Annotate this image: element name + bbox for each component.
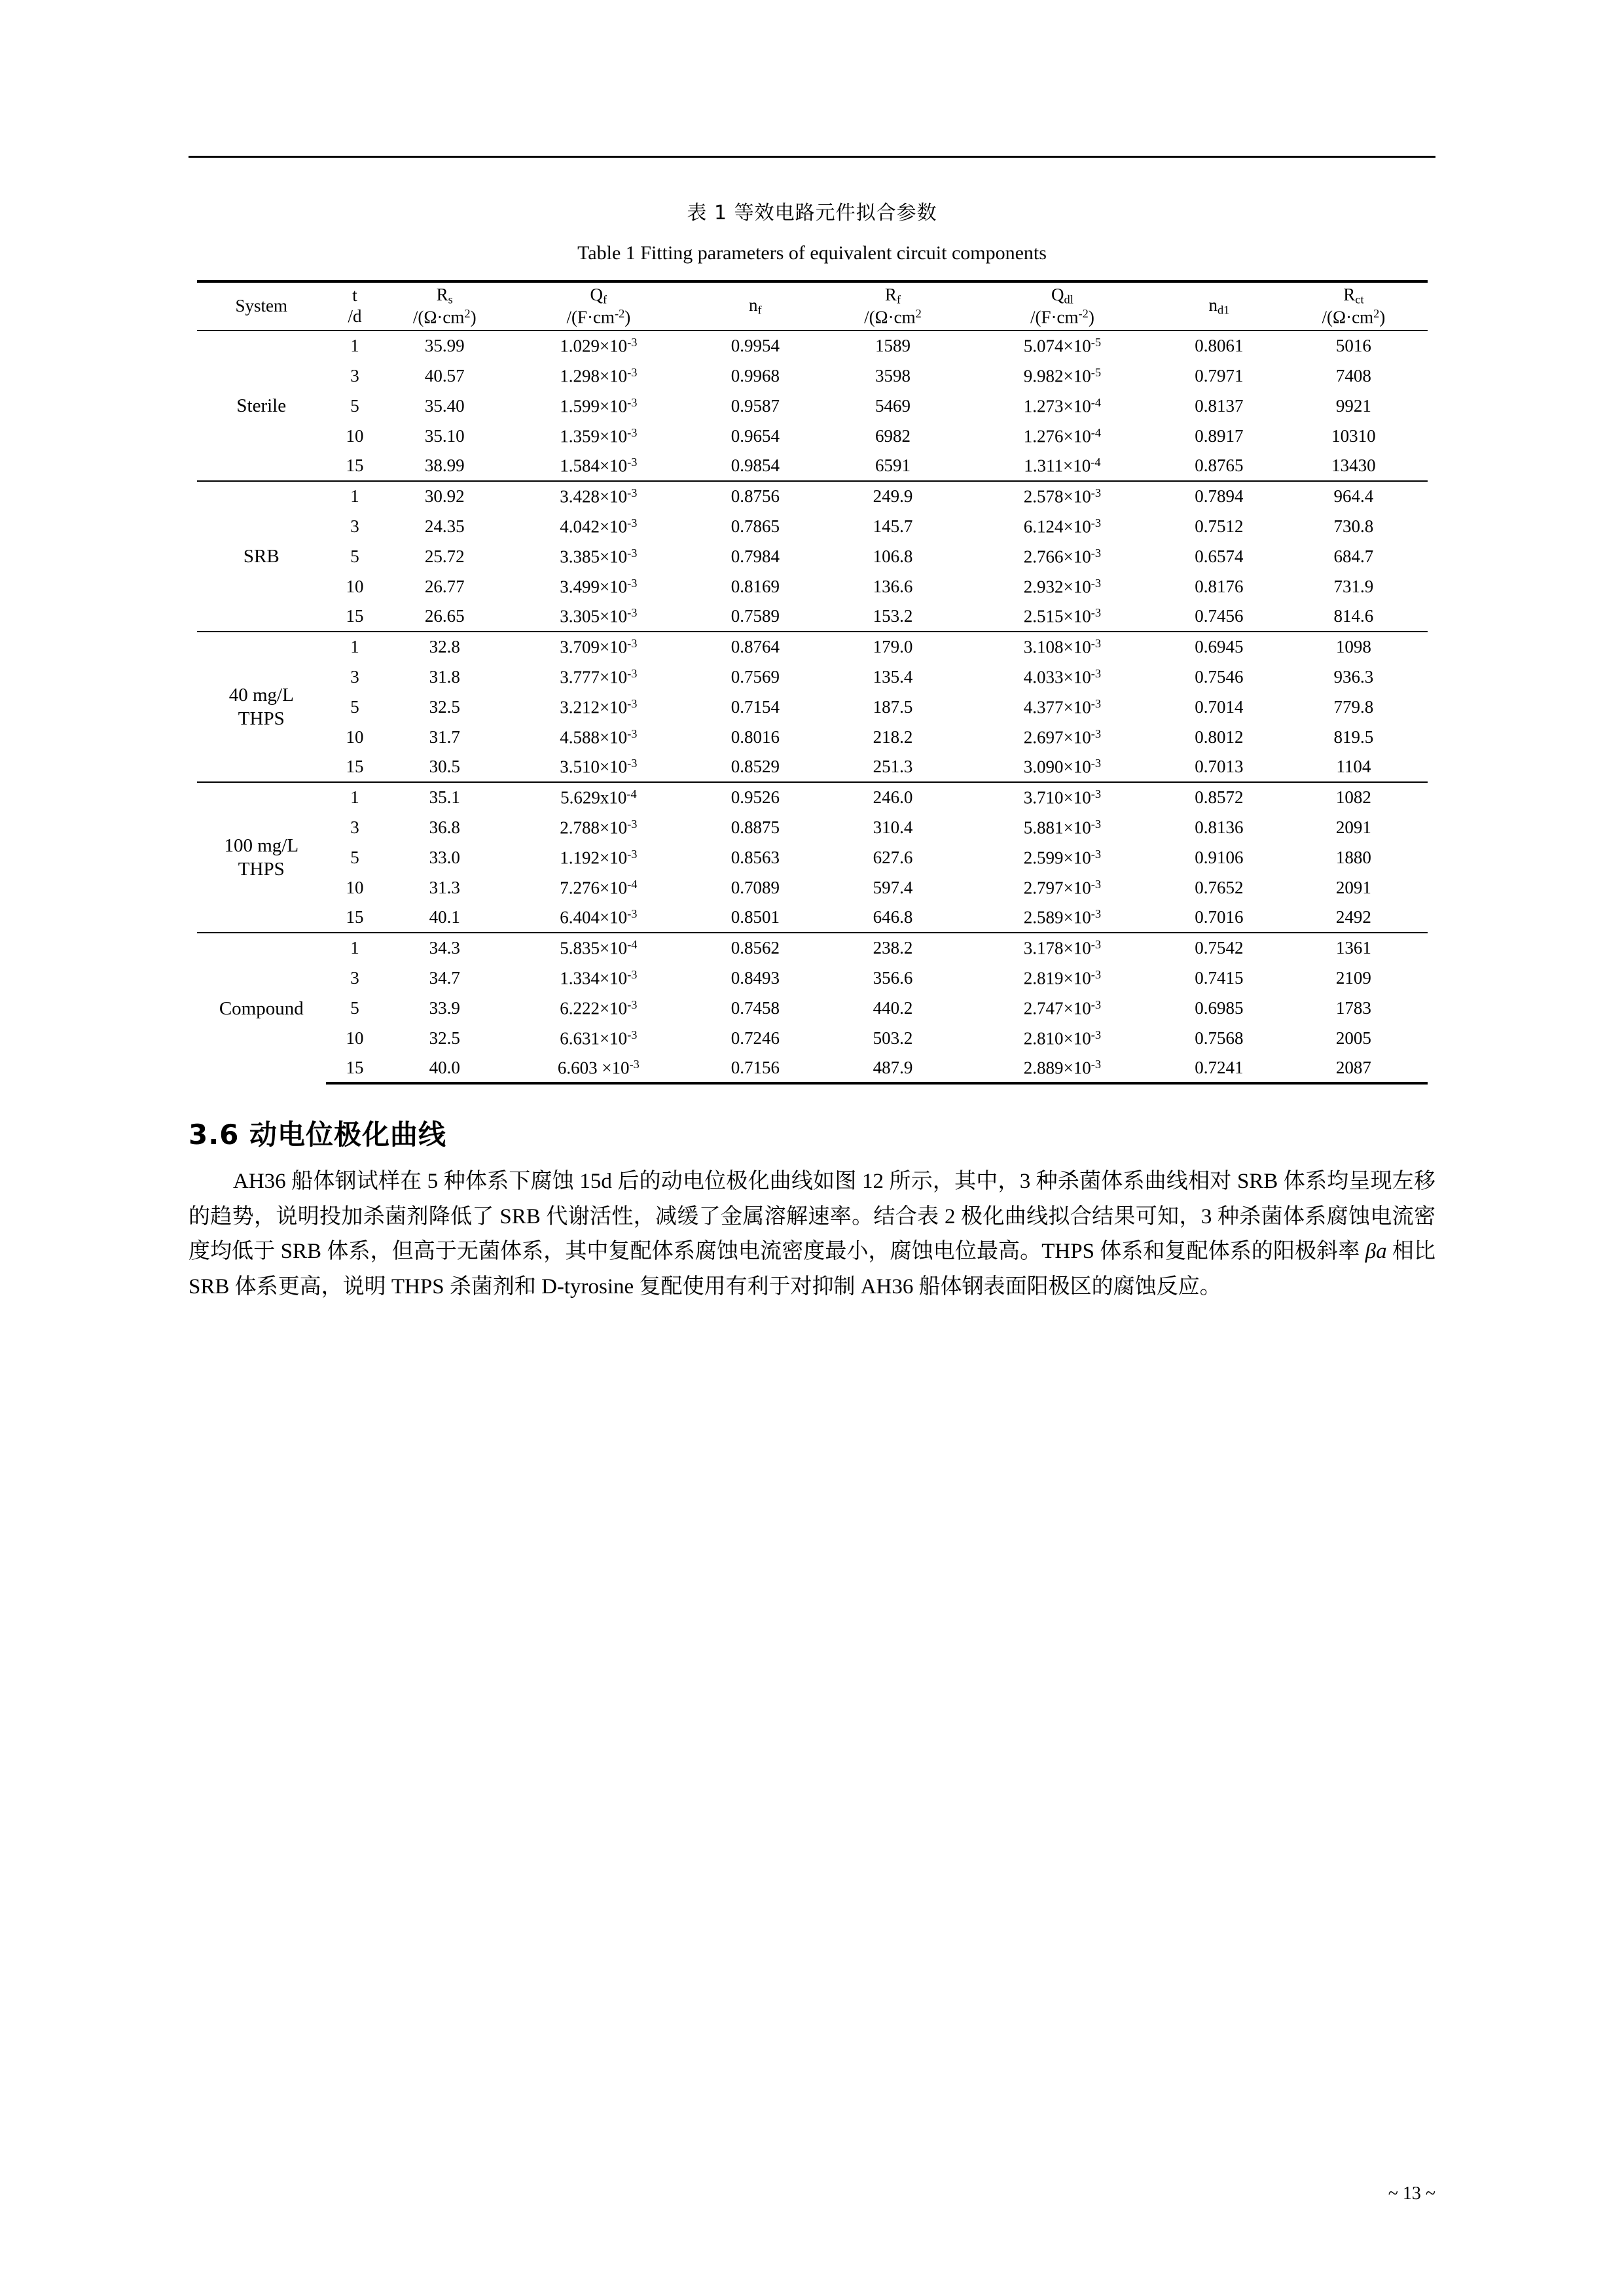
cell-nf: 0.7589 [731,606,780,626]
table-row [197,993,1428,1023]
header-system-line1: System [235,296,288,316]
header-rf [820,281,967,331]
cell-qdl: $2.889\times 10^{-3}$ [966,1053,1158,1083]
header-qdl [966,281,1158,331]
cell-qf: $5.835\times 10^{-4}$ [506,933,692,963]
cell-t: 10 [346,576,364,596]
table-row [197,511,1428,541]
table-header-row [197,281,1428,331]
cell-qf: $5.629x10^{-4}$ [506,782,692,812]
cell-qdl: $4.377\times 10^{-3}$ [1023,696,1102,717]
cell-rs: 31.3 [429,877,460,897]
cell-nf: 0.8875 [731,817,780,837]
cell-t: 10 [346,726,364,747]
cell-rct: 1361 [1280,933,1427,963]
header-rs-line1: $R_s$ [436,285,453,306]
cell-rct: 1098 [1280,632,1427,662]
cell-nf: 0.7089 [731,877,780,897]
paragraph-text-part1: AH36 船体钢试样在 5 种体系下腐蚀 15d 后的动电位极化曲线如图 12 所示，其中，3 种杀菌体系曲线相对 SRB 体系均呈现左移的趋势，说明投加杀菌剂降低了 SRB 代谢活性，减缓了金属溶解速率。结合表 2 极化曲线拟合结果可知，3 种杀菌体系腐蚀电流密度均低于 SRB 体系，但高于无菌体系，其中复配体系腐蚀电流密度最小，腐蚀电位最高。THPS 体系和复配体系的阳极斜率 [189,1170,1435,1264]
header-time-line1: t [352,285,357,306]
cell-t: 10 [346,1028,364,1048]
cell-nf: 0.7569 [731,666,780,687]
group-label-thps40-line1: 40 mg/L [228,685,294,706]
table-row [197,722,1428,752]
cell-rs: 34.3 [384,933,506,963]
cell-t: 3 [350,967,359,988]
cell-qf: $4.042\times 10^{-3}$ [560,516,638,536]
cell-t: 5 [350,847,359,867]
cell-qdl: $2.819\times 10^{-3}$ [1023,967,1102,988]
cell-qf: $3.777\times 10^{-3}$ [560,666,638,687]
table-row [197,933,1428,963]
cell-rf: 238.2 [820,933,967,963]
table-caption-english: Table 1 Fitting parameters of equivalent circuit components [577,242,1047,264]
cell-rf: 251.3 [873,757,913,777]
cell-rs: 35.99 [424,336,465,356]
cell-qdl: $2.599\times 10^{-3}$ [1023,847,1102,867]
cell-rf: 440.2 [873,997,913,1018]
cell-rs: 32.5 [429,1028,460,1048]
cell-rs: 35.40 [424,395,465,416]
cell-t: 5 [350,696,359,717]
cell-ndl: 0.6574 [1195,546,1244,566]
cell-qf: $7.276\times 10^{-4}$ [560,877,638,897]
table-row [197,692,1428,722]
cell-nf: 0.9654 [731,425,780,446]
cell-nf: 0.9954 [731,336,780,356]
cell-ndl: 0.7568 [1195,1028,1244,1048]
cell-qdl: $1.311\times 10^{-4}$ [1024,456,1101,476]
header-rule [189,156,1435,158]
cell-rf: 218.2 [873,726,913,747]
cell-rs: 33.9 [429,997,460,1018]
cell-rf: 153.2 [873,606,913,626]
group-label-compound: Compound [197,933,327,1083]
cell-ndl: 0.8012 [1195,726,1244,747]
table-row [197,571,1428,601]
cell-qf: $6.222\times 10^{-3}$ [560,997,638,1018]
cell-ndl: 0.7415 [1195,967,1244,988]
cell-nf: 0.7458 [731,997,780,1018]
cell-nf: 0.8016 [731,726,780,747]
cell-rf: 249.9 [820,481,967,511]
cell-rct: 2005 [1335,1028,1371,1048]
header-ndl [1159,281,1280,331]
cell-nf: 0.8529 [731,757,780,777]
cell-qf: $1.359\times 10^{-3}$ [560,425,638,446]
cell-rct: 964.4 [1280,481,1427,511]
cell-qdl: $6.124\times 10^{-3}$ [1023,516,1102,536]
cell-rs: 38.99 [424,456,465,476]
cell-rf: 627.6 [873,847,913,867]
cell-qf: $1.334\times 10^{-3}$ [560,967,638,988]
cell-qdl: $2.797\times 10^{-3}$ [1023,877,1102,897]
cell-rf: 106.8 [873,546,913,566]
cell-t: 10 [346,425,364,446]
header-rct-line1: $R_{ct}$ [1343,285,1364,306]
cell-rs: 40.57 [424,365,465,386]
cell-nf: 0.8501 [731,907,780,927]
cell-qdl: $5.881\times 10^{-3}$ [1023,817,1102,837]
table-row [197,842,1428,872]
cell-nf: 0.9968 [731,365,780,386]
cell-rf: 487.9 [820,1053,967,1083]
cell-nf: 0.8493 [731,967,780,988]
group-label-thps40 [197,632,327,782]
header-qdl-line2: $/(F\cdot cm^{-2})$ [1030,307,1094,327]
cell-rs: 40.0 [384,1053,506,1083]
cell-t: 15 [346,907,364,927]
cell-qf: $3.510\times 10^{-3}$ [560,757,638,777]
cell-qdl: $2.766\times 10^{-3}$ [1023,546,1102,566]
cell-qf: $3.305\times 10^{-3}$ [560,606,638,626]
cell-rct: 1783 [1335,997,1371,1018]
section-heading: 3.6 动电位极化曲线 [189,1119,447,1151]
cell-qdl: $1.273\times 10^{-4}$ [1023,395,1102,416]
cell-t: 3 [350,666,359,687]
table-row [197,632,1428,662]
cell-ndl: 0.6945 [1159,632,1280,662]
table-row [197,451,1428,481]
group-label-srb: SRB [197,481,327,632]
cell-qdl: $3.710\times 10^{-3}$ [966,782,1158,812]
cell-rf: 6591 [875,456,911,476]
cell-ndl: 0.6985 [1195,997,1244,1018]
paragraph-text-part2: 相比 SRB 体系更高，说明 THPS 杀菌剂和 D-tyrosine 复配使用有利于对抑制 AH36 船体钢表面阳极区的腐蚀反应。 [189,1240,1436,1299]
group-label-thps100 [197,782,327,933]
cell-ndl: 0.8765 [1195,456,1244,476]
table-row [197,421,1428,451]
cell-rf: 1589 [875,336,911,356]
cell-ndl: 0.8136 [1195,817,1244,837]
cell-ndl: 0.9106 [1195,847,1244,867]
cell-qdl: $2.697\times 10^{-3}$ [1023,726,1102,747]
cell-rs: 36.8 [429,817,460,837]
group-label-sterile: Sterile [236,395,287,417]
cell-rs: 31.8 [429,666,460,687]
cell-qf: $4.588\times 10^{-3}$ [560,726,638,747]
cell-qf: $6.404\times 10^{-3}$ [560,907,638,927]
cell-ndl: 0.8917 [1195,425,1244,446]
cell-rf: 503.2 [873,1028,913,1048]
cell-ndl: 0.7894 [1159,481,1280,511]
cell-rf: 179.0 [820,632,967,662]
header-time-line2: /d [348,306,362,327]
header-qf-line1: $Q_f$ [590,285,607,306]
cell-t: 5 [350,997,359,1018]
header-qf-line2: $/(F\cdot cm^{-2})$ [566,307,631,327]
cell-qf: $1.599\times 10^{-3}$ [560,395,638,416]
cell-nf: 0.9587 [731,395,780,416]
table-row [197,541,1428,571]
cell-rs: 26.77 [424,576,465,596]
cell-nf: 0.7984 [731,546,780,566]
cell-ndl: 0.8061 [1195,336,1244,356]
cell-t: 5 [350,395,359,416]
cell-rct: 2087 [1280,1053,1427,1083]
cell-nf: 0.8563 [731,847,780,867]
cell-rs: 35.10 [424,425,465,446]
cell-nf: 0.8756 [691,481,819,511]
cell-t: 15 [346,757,364,777]
table-row [197,782,1428,812]
cell-t: 3 [350,817,359,837]
cell-rs: 32.5 [429,696,460,717]
cell-qf: $3.428\times 10^{-3}$ [506,481,692,511]
cell-rct: 819.5 [1333,726,1374,747]
table-row [197,391,1428,421]
cell-t: 1 [326,782,384,812]
cell-rf: 356.6 [873,967,913,988]
cell-nf: 0.8169 [731,576,780,596]
cell-rf: 646.8 [873,907,913,927]
table-row [197,481,1428,511]
cell-t: 3 [350,365,359,386]
header-nf-line1: $n_f$ [749,295,762,317]
cell-t: 15 [346,606,364,626]
cell-qdl: $3.108\times 10^{-3}$ [966,632,1158,662]
cell-ndl: 0.7971 [1195,365,1244,386]
table-row [197,1023,1428,1053]
cell-rct: 2492 [1335,907,1371,927]
table-row [197,662,1428,692]
cell-t: 3 [350,516,359,536]
cell-rf: 135.4 [873,666,913,687]
cell-ndl: 0.8572 [1159,782,1280,812]
cell-ndl: 0.7652 [1195,877,1244,897]
cell-ndl: 0.7241 [1159,1053,1280,1083]
cell-qdl: $2.589\times 10^{-3}$ [1023,907,1102,927]
cell-qf: $1.192\times 10^{-3}$ [560,847,638,867]
group-label-thps100-line1: 100 mg/L [224,835,299,857]
cell-rct: 5016 [1335,336,1371,356]
cell-ndl: 0.7014 [1195,696,1244,717]
cell-qdl: $5.074\times 10^{-5}$ [1023,336,1102,356]
cell-rct: 2109 [1335,967,1371,988]
table-row [197,752,1428,782]
cell-rct: 1082 [1280,782,1427,812]
cell-t: 1 [326,933,384,963]
cell-rct: 2091 [1335,817,1371,837]
table-row [197,1053,1428,1083]
cell-rs: 30.5 [429,757,460,777]
page-content [189,196,1435,1304]
cell-rct: 731.9 [1333,576,1374,596]
group-label-thps40-line2: THPS [238,708,285,730]
cell-rct: 779.8 [1333,696,1374,717]
header-rs-line2: $/(\Omega\cdot cm^2)$ [412,307,477,327]
cell-rs: 26.65 [424,606,465,626]
cell-qf: $3.385\times 10^{-3}$ [560,546,638,566]
cell-rct: 9921 [1335,395,1371,416]
cell-rs: 34.7 [429,967,460,988]
table-row [197,812,1428,842]
cell-rf: 310.4 [873,817,913,837]
section-paragraph [189,1164,1435,1304]
header-nf [691,281,819,331]
cell-qf: $6.631\times 10^{-3}$ [560,1028,638,1048]
cell-qdl: $4.033\times 10^{-3}$ [1023,666,1102,687]
cell-rs: 33.0 [429,847,460,867]
cell-rct: 1880 [1335,847,1371,867]
cell-qf: $6.603 \times 10^{-3}$ [506,1053,692,1083]
cell-nf: 0.7156 [691,1053,819,1083]
cell-nf: 0.7246 [731,1028,780,1048]
cell-rs: 31.7 [429,726,460,747]
cell-nf: 0.9526 [691,782,819,812]
cell-rct: 730.8 [1333,516,1374,536]
cell-rct: 1104 [1336,757,1371,777]
header-system [197,281,327,331]
cell-qf: $3.212\times 10^{-3}$ [560,696,638,717]
page-number: ~ 13 ~ [1388,2183,1435,2204]
header-rs [384,281,506,331]
cell-nf: 0.8562 [691,933,819,963]
cell-nf: 0.9854 [731,456,780,476]
cell-rct: 814.6 [1333,606,1374,626]
cell-rf: 3598 [875,365,911,386]
header-rf-line2: $/(\Omega\cdot cm^2$ [864,307,922,327]
cell-qdl: $2.578\times 10^{-3}$ [966,481,1158,511]
table-row [197,361,1428,391]
cell-rf: 136.6 [873,576,913,596]
header-rct [1280,281,1427,331]
cell-qdl: $2.747\times 10^{-3}$ [1023,997,1102,1018]
cell-rct: 2091 [1335,877,1371,897]
cell-t: 10 [346,877,364,897]
cell-qf: $1.584\times 10^{-3}$ [560,456,638,476]
cell-rs: 32.8 [384,632,506,662]
cell-rs: 25.72 [424,546,465,566]
cell-rf: 5469 [875,395,911,416]
cell-rf: 246.0 [820,782,967,812]
cell-ndl: 0.7016 [1195,907,1244,927]
cell-rf: 6982 [875,425,911,446]
cell-t: 15 [326,1053,384,1083]
cell-qdl: $1.276\times 10^{-4}$ [1023,425,1102,446]
cell-qf: $3.709\times 10^{-3}$ [506,632,692,662]
header-ndl-line1: $n_{d1}$ [1208,295,1230,317]
cell-ndl: 0.7542 [1159,933,1280,963]
table-row [197,331,1428,361]
cell-qdl: $9.982\times 10^{-5}$ [1023,365,1102,386]
cell-qdl: $2.515\times 10^{-3}$ [1023,606,1102,626]
table-row [197,903,1428,933]
cell-qdl: $3.178\times 10^{-3}$ [966,933,1158,963]
paragraph-beta-symbol: βa [1365,1240,1387,1264]
cell-qf: $1.029\times 10^{-3}$ [560,336,638,356]
cell-t: 1 [326,632,384,662]
cell-rs: 40.1 [429,907,460,927]
cell-rf: 145.7 [873,516,913,536]
table-caption-chinese: 表 1 等效电路元件拟合参数 [687,202,937,224]
cell-rct: 7408 [1335,365,1371,386]
cell-ndl: 0.8137 [1195,395,1244,416]
cell-ndl: 0.7013 [1195,757,1244,777]
header-time [326,281,384,331]
cell-qdl: $3.090\times 10^{-3}$ [1023,757,1102,777]
cell-t: 1 [350,336,359,356]
cell-ndl: 0.8176 [1195,576,1244,596]
fitting-parameters-table [197,280,1428,1085]
cell-nf: 0.7865 [731,516,780,536]
header-qf [506,281,692,331]
cell-rs: 35.1 [384,782,506,812]
cell-rs: 30.92 [384,481,506,511]
cell-rf: 597.4 [873,877,913,897]
cell-ndl: 0.7512 [1195,516,1244,536]
cell-qf: $1.298\times 10^{-3}$ [560,365,638,386]
cell-t: 15 [346,456,364,476]
cell-t: 1 [326,481,384,511]
cell-rct: 13430 [1331,456,1376,476]
cell-t: 5 [350,546,359,566]
header-rct-line2: $/(\Omega\cdot cm^2)$ [1322,307,1386,327]
cell-qdl: $2.810\times 10^{-3}$ [1023,1028,1102,1048]
cell-ndl: 0.7546 [1195,666,1244,687]
table-row [197,872,1428,903]
cell-rs: 24.35 [424,516,465,536]
cell-nf: 0.8764 [691,632,819,662]
table-row [197,601,1428,632]
header-qdl-line1: $Q_{dl}$ [1051,285,1074,306]
table-row [197,963,1428,993]
header-rf-line1: $R_f$ [884,285,901,306]
cell-rct: 684.7 [1333,546,1374,566]
cell-qf: $2.788\times 10^{-3}$ [560,817,638,837]
cell-nf: 0.7154 [731,696,780,717]
cell-ndl: 0.7456 [1195,606,1244,626]
cell-rct: 936.3 [1333,666,1374,687]
cell-rct: 10310 [1331,425,1376,446]
cell-qdl: $2.932\times 10^{-3}$ [1023,576,1102,596]
group-label-thps100-line2: THPS [238,859,285,880]
cell-rf: 187.5 [873,696,913,717]
cell-qf: $3.499\times 10^{-3}$ [560,576,638,596]
